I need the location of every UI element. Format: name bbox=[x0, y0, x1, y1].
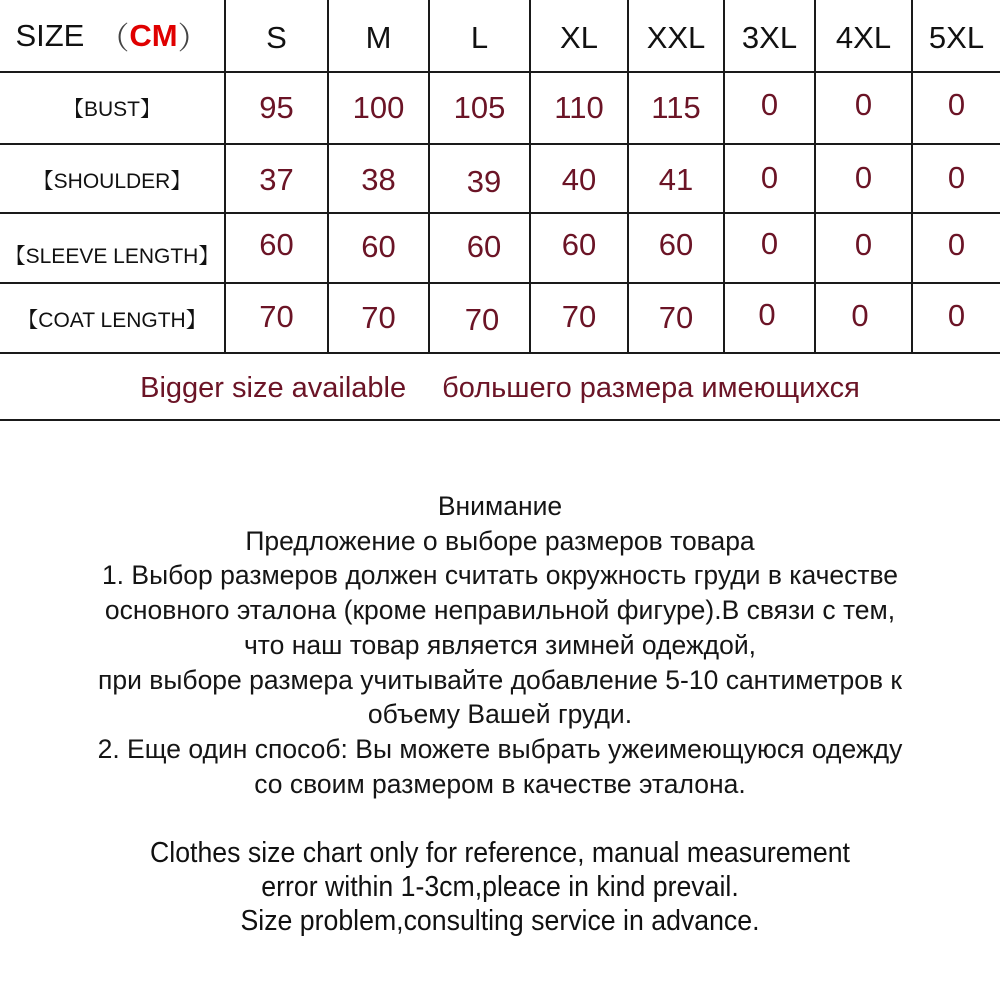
size-header-s: S bbox=[266, 20, 287, 55]
english-disclaimer bbox=[40, 836, 960, 938]
value-cell: 115 bbox=[651, 90, 701, 125]
notice-line: 2. Еще один способ: Вы можете выбрать ужеимеющуюся одежду bbox=[97, 733, 903, 764]
value-cell: 0 bbox=[760, 160, 779, 195]
row-label-bust: 【BUST】 bbox=[62, 98, 161, 121]
notice-line: со своим размером в качестве эталона. bbox=[254, 768, 746, 799]
size-header-5xl: 5XL bbox=[928, 20, 985, 55]
size-header-4xl: 4XL bbox=[835, 20, 892, 55]
value-cell: 39 bbox=[466, 164, 502, 199]
value-cell: 0 bbox=[760, 87, 779, 122]
bigger-size-note-ru: большего размера имеющихся bbox=[442, 372, 860, 404]
unit-open-paren: （ bbox=[98, 21, 130, 56]
size-header-xxl: XXL bbox=[646, 20, 706, 55]
value-cell: 0 bbox=[760, 226, 779, 261]
value-cell: 60 bbox=[466, 229, 502, 264]
notice-line: 1. Выбор размеров должен считать окружность груди в качестве bbox=[101, 560, 899, 591]
disclaimer-line: Size problem,consulting service in advance. bbox=[240, 905, 760, 937]
size-header-l: L bbox=[470, 20, 489, 55]
value-cell: 70 bbox=[658, 300, 694, 335]
value-cell: 70 bbox=[464, 302, 500, 337]
size-chart-table bbox=[0, 0, 1000, 420]
value-cell: 0 bbox=[947, 160, 966, 195]
value-cell: 0 bbox=[758, 297, 776, 332]
value-cell: 110 bbox=[554, 90, 604, 125]
row-label-coat-length: 【COAT LENGTH】 bbox=[17, 309, 207, 332]
unit-close-paren: ） bbox=[177, 21, 209, 56]
value-cell: 70 bbox=[259, 299, 294, 334]
value-cell: 70 bbox=[561, 299, 597, 334]
value-cell: 95 bbox=[259, 90, 294, 125]
size-label: SIZE bbox=[15, 17, 85, 53]
row-label-shoulder: 【SHOULDER】 bbox=[32, 170, 192, 193]
value-cell: 60 bbox=[361, 229, 396, 264]
value-cell: 0 bbox=[947, 227, 966, 262]
disclaimer-line: Clothes size chart only for reference, manual measurement bbox=[150, 837, 850, 869]
value-cell: 0 bbox=[947, 87, 966, 122]
unit-label: CM bbox=[129, 17, 178, 53]
value-cell: 38 bbox=[361, 162, 396, 197]
table-rule bbox=[0, 419, 1000, 421]
notice-subtitle: Предложение о выборе размеров товара bbox=[245, 525, 755, 556]
value-cell: 0 bbox=[851, 298, 869, 333]
notice-line: что наш товар является зимней одеждой, bbox=[243, 629, 757, 660]
value-cell: 0 bbox=[854, 227, 873, 262]
value-cell: 60 bbox=[658, 227, 694, 262]
size-unit-header bbox=[0, 0, 224, 71]
value-cell: 40 bbox=[561, 162, 597, 197]
value-cell: 0 bbox=[854, 87, 873, 122]
value-cell: 100 bbox=[352, 90, 405, 125]
notice-title: Внимание bbox=[437, 491, 563, 521]
row-label-sleeve-length: 【SLEEVE LENGTH】 bbox=[4, 245, 220, 268]
russian-size-advice bbox=[0, 489, 1000, 801]
value-cell: 41 bbox=[658, 162, 694, 197]
disclaimer-line: error within 1-3cm,pleace in kind prevail. bbox=[261, 871, 739, 903]
value-cell: 60 bbox=[561, 227, 597, 262]
value-cell: 105 bbox=[453, 90, 506, 125]
value-cell: 0 bbox=[854, 160, 873, 195]
size-header-m: M bbox=[365, 20, 392, 55]
value-cell: 0 bbox=[947, 298, 966, 333]
value-cell: 37 bbox=[259, 162, 294, 197]
bigger-size-note bbox=[0, 372, 1000, 405]
value-cell: 60 bbox=[259, 227, 294, 262]
size-header-3xl: 3XL bbox=[741, 20, 798, 55]
value-cell: 70 bbox=[361, 300, 396, 335]
size-header-xl: XL bbox=[560, 20, 598, 55]
notice-line: объему Вашей груди. bbox=[367, 699, 633, 730]
notice-line: при выборе размера учитывайте добавление 5-10 сантиметров к bbox=[98, 664, 902, 695]
bigger-size-note-en: Bigger size available bbox=[140, 372, 407, 404]
notice-line: основного эталона (кроме неправильной фигуре).В связи с тем, bbox=[104, 595, 896, 626]
